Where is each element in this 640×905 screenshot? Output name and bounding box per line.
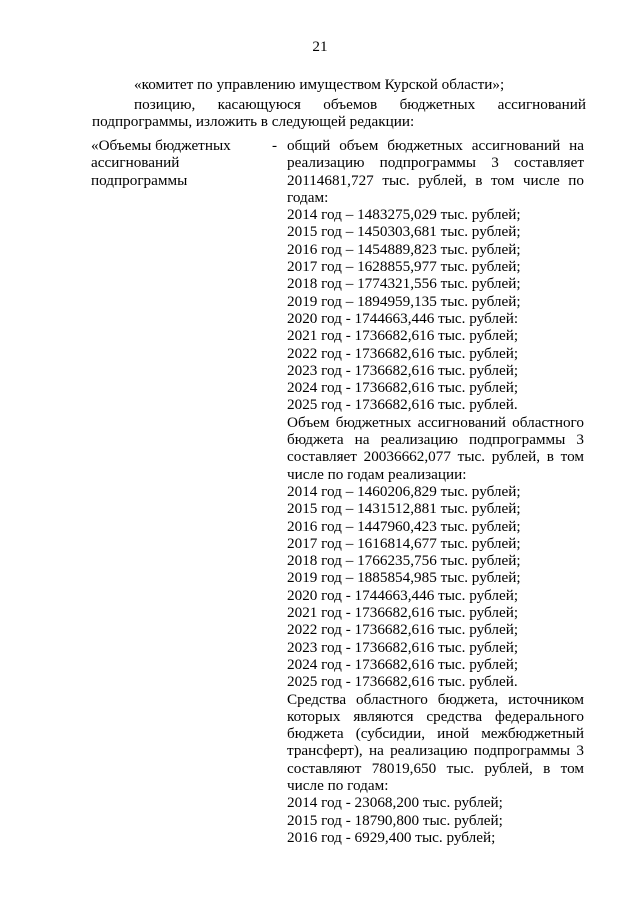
year-line: 2015 год - 18790,800 тыс. рублей; — [287, 811, 503, 829]
text-line: которых являются средства федерального — [287, 707, 584, 725]
text-line: 20114681,727 тыс. рублей, в том числе по — [287, 171, 584, 189]
year-line: 2016 год – 1454889,823 тыс. рублей; — [287, 240, 521, 258]
text-line: числе по годам: — [287, 776, 389, 794]
year-line: 2020 год - 1744663,446 тыс. рублей; — [287, 586, 519, 604]
text-line: реализацию подпрограммы 3 составляет — [287, 154, 584, 172]
text-line: числе по годам реализации: — [287, 465, 467, 483]
year-line: 2022 год - 1736682,616 тыс. рублей; — [287, 621, 519, 639]
intro-paragraph-2 — [92, 96, 586, 131]
year-line: 2019 год – 1885854,985 тыс. рублей; — [287, 569, 521, 587]
year-line: 2015 год – 1431512,881 тыс. рублей; — [287, 500, 521, 518]
year-line: 2019 год – 1894959,135 тыс. рублей; — [287, 292, 521, 310]
text-line: Объем бюджетных ассигнований областного — [287, 413, 584, 431]
year-line: 2024 год - 1736682,616 тыс. рублей; — [287, 379, 519, 397]
year-line: 2021 год - 1736682,616 тыс. рублей; — [287, 604, 519, 622]
year-line: 2018 год – 1774321,556 тыс. рублей; — [287, 275, 521, 293]
text-line: бюджета на реализацию подпрограммы 3 — [287, 431, 584, 449]
year-line: 2025 год - 1736682,616 тыс. рублей. — [287, 673, 518, 691]
year-line: 2021 год - 1736682,616 тыс. рублей; — [287, 327, 519, 345]
year-line: 2022 год - 1736682,616 тыс. рублей; — [287, 344, 519, 362]
text-line: бюджета (субсидии, иной межбюджетный — [287, 725, 584, 743]
column-separator-dash: - — [272, 137, 278, 154]
year-line: 2023 год - 1736682,616 тыс. рублей; — [287, 361, 519, 379]
year-line: 2014 год - 23068,200 тыс. рублей; — [287, 794, 503, 812]
table-right-column — [287, 137, 584, 846]
year-line: 2020 год - 1744663,446 тыс. рублей: — [287, 309, 519, 327]
year-line: 2023 год - 1736682,616 тыс. рублей; — [287, 638, 519, 656]
text-line: составляет 20036662,077 тыс. рублей, в том — [287, 448, 584, 466]
year-line: 2016 год - 6929,400 тыс. рублей; — [287, 828, 496, 846]
intro-paragraph-2-line-2: подпрограммы, изложить в следующей редакции: — [92, 113, 415, 131]
year-line: 2015 год – 1450303,681 тыс. рублей; — [287, 223, 521, 241]
year-line: 2024 год - 1736682,616 тыс. рублей; — [287, 655, 519, 673]
table-left-column — [91, 137, 261, 189]
year-line: 2025 год - 1736682,616 тыс. рублей. — [287, 396, 518, 414]
section-regional-budget — [287, 414, 584, 691]
text-line: трансферт), на реализацию подпрограммы 3 — [287, 742, 584, 760]
text-line: общий объем бюджетных ассигнований на — [287, 137, 584, 154]
text-line: годам: — [287, 188, 329, 206]
page-number: 21 — [312, 38, 328, 55]
intro-paragraph-2-line-1: позицию, касающуюся объемов бюджетных ассигнований — [134, 96, 586, 113]
year-line: 2014 год – 1460206,829 тыс. рублей; — [287, 482, 521, 500]
year-line: 2014 год – 1483275,029 тыс. рублей; — [287, 206, 521, 224]
text-line: Средства областного бюджета, источником — [287, 690, 584, 708]
text-line: составляют 78019,650 тыс. рублей, в том — [287, 759, 584, 777]
intro-paragraph-1: «комитет по управлению имуществом Курской области»; — [134, 76, 505, 93]
year-line: 2017 год – 1628855,977 тыс. рублей; — [287, 258, 521, 276]
year-line: 2018 год – 1766235,756 тыс. рублей; — [287, 552, 521, 570]
left-column-line: «Объемы бюджетных — [91, 137, 231, 154]
section-federal-funds — [287, 691, 584, 847]
left-column-line: ассигнований — [91, 154, 180, 172]
year-line: 2017 год – 1616814,677 тыс. рублей; — [287, 534, 521, 552]
year-line: 2016 год – 1447960,423 тыс. рублей; — [287, 517, 521, 535]
section-total — [287, 137, 584, 414]
left-column-line: подпрограммы — [91, 171, 188, 189]
